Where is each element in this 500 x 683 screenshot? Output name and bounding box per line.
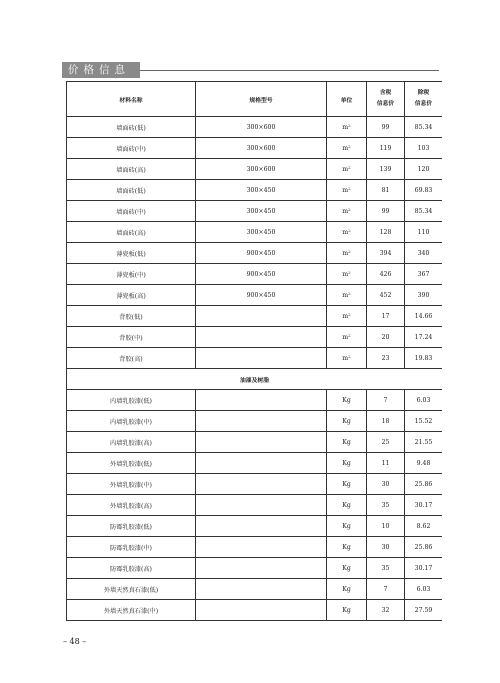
page-number: – 48 – (63, 637, 87, 646)
cell-name: 墙面砖(中) (67, 201, 196, 222)
cell-tax-incl: 23 (367, 348, 405, 369)
table-row (67, 579, 443, 600)
cell-name: 外墙天然真石漆(中) (67, 600, 196, 621)
table-row (67, 600, 443, 621)
cell-tax-excl: 120 (405, 159, 443, 180)
price-table (66, 81, 442, 621)
section-row (67, 369, 443, 390)
price-table-container (66, 81, 442, 626)
cell-tax-incl: 35 (367, 558, 405, 579)
cell-spec (196, 348, 327, 369)
cell-unit: $m^2$ (327, 264, 367, 285)
cell-name: 外墙天然真石漆(低) (67, 579, 196, 600)
cell-tax-incl: 32 (367, 600, 405, 621)
cell-spec: 300×450 (196, 201, 327, 222)
cell-name: 防霉乳胶漆(高) (67, 558, 196, 579)
cell-unit: Kg (327, 411, 367, 432)
cell-spec: 900×450 (196, 264, 327, 285)
table-row (67, 516, 443, 537)
cell-unit: Kg (327, 558, 367, 579)
cell-tax-excl: 390 (405, 285, 443, 306)
cell-tax-excl: 8.62 (405, 516, 443, 537)
cell-tax-excl: 21.55 (405, 432, 443, 453)
cell-tax-incl: 35 (367, 495, 405, 516)
cell-tax-excl: 14.66 (405, 306, 443, 327)
cell-spec (196, 390, 327, 411)
cell-tax-incl: 10 (367, 516, 405, 537)
table-row (67, 243, 443, 264)
cell-spec (196, 432, 327, 453)
section-title-cell: 油漆及树脂 (67, 369, 443, 390)
cell-name: 外墙乳胶漆(低) (67, 453, 196, 474)
cell-tax-incl: 139 (367, 159, 405, 180)
cell-spec: 300×450 (196, 222, 327, 243)
table-row (67, 180, 443, 201)
table-row (67, 327, 443, 348)
cell-tax-excl: 27.59 (405, 600, 443, 621)
cell-tax-excl: 85.34 (405, 117, 443, 138)
cell-unit: $m^2$ (327, 285, 367, 306)
col-header-name: 材料名称 (67, 82, 196, 117)
cell-spec: 900×450 (196, 243, 327, 264)
col-header-tax-incl: 含税 信息价 (367, 82, 405, 117)
cell-name: 背胶(高) (67, 348, 196, 369)
cell-tax-incl: 30 (367, 474, 405, 495)
table-row (67, 411, 443, 432)
cell-name: 薄瓷板(低) (67, 243, 196, 264)
cell-name: 内墙乳胶漆(中) (67, 411, 196, 432)
table-row (67, 201, 443, 222)
cell-spec: 900×450 (196, 285, 327, 306)
cell-tax-incl: 11 (367, 453, 405, 474)
cell-unit: Kg (327, 579, 367, 600)
cell-unit: Kg (327, 432, 367, 453)
cell-name: 墙面砖(低) (67, 180, 196, 201)
table-row (67, 222, 443, 243)
cell-unit: $m^2$ (327, 138, 367, 159)
cell-spec (196, 411, 327, 432)
table-row (67, 138, 443, 159)
table-body (67, 117, 443, 621)
cell-unit: $m^2$ (327, 348, 367, 369)
section-header-title: 价格信息 (68, 64, 130, 76)
table-row (67, 285, 443, 306)
cell-name: 外墙乳胶漆(中) (67, 474, 196, 495)
cell-name: 背胶(低) (67, 306, 196, 327)
cell-unit: Kg (327, 453, 367, 474)
cell-tax-incl: 18 (367, 411, 405, 432)
cell-tax-excl: 9.48 (405, 453, 443, 474)
cell-tax-excl: 30.17 (405, 558, 443, 579)
col-header-tax-excl: 除税 信息价 (405, 82, 443, 117)
cell-name: 背胶(中) (67, 327, 196, 348)
cell-name: 外墙乳胶漆(高) (67, 495, 196, 516)
cell-name: 墙面砖(中) (67, 138, 196, 159)
cell-unit: $m^2$ (327, 222, 367, 243)
cell-tax-incl: 30 (367, 537, 405, 558)
cell-spec: 300×600 (196, 117, 327, 138)
cell-name: 薄瓷板(中) (67, 264, 196, 285)
cell-tax-excl: 25.86 (405, 537, 443, 558)
cell-spec (196, 474, 327, 495)
table-row (67, 453, 443, 474)
section-header-rule (140, 70, 439, 71)
cell-tax-incl: 7 (367, 390, 405, 411)
cell-unit: $m^2$ (327, 117, 367, 138)
cell-tax-incl: 20 (367, 327, 405, 348)
cell-tax-excl: 25.86 (405, 474, 443, 495)
cell-tax-incl: 426 (367, 264, 405, 285)
cell-tax-excl: 6.03 (405, 390, 443, 411)
cell-name: 内墙乳胶漆(高) (67, 432, 196, 453)
cell-tax-excl: 19.83 (405, 348, 443, 369)
cell-spec (196, 453, 327, 474)
cell-unit: Kg (327, 390, 367, 411)
cell-unit: $m^2$ (327, 243, 367, 264)
cell-unit: Kg (327, 495, 367, 516)
cell-name: 墙面砖(低) (67, 117, 196, 138)
cell-spec (196, 558, 327, 579)
cell-name: 内墙乳胶漆(低) (67, 390, 196, 411)
cell-spec: 300×450 (196, 180, 327, 201)
cell-spec (196, 306, 327, 327)
cell-tax-incl: 7 (367, 579, 405, 600)
cell-tax-incl: 81 (367, 180, 405, 201)
cell-tax-incl: 128 (367, 222, 405, 243)
cell-tax-excl: 340 (405, 243, 443, 264)
cell-unit: Kg (327, 600, 367, 621)
table-row (67, 432, 443, 453)
table-row (67, 117, 443, 138)
cell-unit: $m^2$ (327, 306, 367, 327)
cell-spec (196, 495, 327, 516)
cell-spec (196, 579, 327, 600)
table-row (67, 537, 443, 558)
cell-tax-incl: 25 (367, 432, 405, 453)
cell-unit: $m^2$ (327, 180, 367, 201)
cell-tax-incl: 99 (367, 201, 405, 222)
table-row (67, 474, 443, 495)
col-header-unit: 单位 (327, 82, 367, 117)
cell-tax-incl: 119 (367, 138, 405, 159)
col-header-spec: 规格型号 (196, 82, 327, 117)
cell-unit: Kg (327, 516, 367, 537)
cell-name: 墙面砖(高) (67, 159, 196, 180)
cell-tax-excl: 30.17 (405, 495, 443, 516)
cell-spec (196, 327, 327, 348)
cell-spec: 300×600 (196, 159, 327, 180)
cell-unit: $m^2$ (327, 327, 367, 348)
cell-tax-incl: 17 (367, 306, 405, 327)
cell-tax-incl: 452 (367, 285, 405, 306)
cell-tax-excl: 367 (405, 264, 443, 285)
cell-spec (196, 600, 327, 621)
cell-tax-excl: 17.24 (405, 327, 443, 348)
table-row (67, 306, 443, 327)
cell-tax-incl: 99 (367, 117, 405, 138)
cell-unit: Kg (327, 474, 367, 495)
cell-tax-excl: 6.03 (405, 579, 443, 600)
cell-tax-incl: 394 (367, 243, 405, 264)
cell-spec: 300×600 (196, 138, 327, 159)
table-header-row (67, 82, 443, 117)
cell-name: 薄瓷板(高) (67, 285, 196, 306)
cell-name: 防霉乳胶漆(中) (67, 537, 196, 558)
table-row (67, 159, 443, 180)
cell-unit: Kg (327, 537, 367, 558)
cell-tax-excl: 85.34 (405, 201, 443, 222)
table-row (67, 390, 443, 411)
cell-tax-excl: 69.83 (405, 180, 443, 201)
cell-name: 墙面砖(高) (67, 222, 196, 243)
table-row (67, 348, 443, 369)
cell-tax-excl: 110 (405, 222, 443, 243)
cell-name: 防霉乳胶漆(低) (67, 516, 196, 537)
cell-spec (196, 516, 327, 537)
table-row (67, 495, 443, 516)
cell-tax-excl: 15.52 (405, 411, 443, 432)
cell-unit: $m^2$ (327, 201, 367, 222)
cell-spec (196, 537, 327, 558)
table-row (67, 558, 443, 579)
table-row (67, 264, 443, 285)
cell-tax-excl: 103 (405, 138, 443, 159)
cell-unit: $m^2$ (327, 159, 367, 180)
